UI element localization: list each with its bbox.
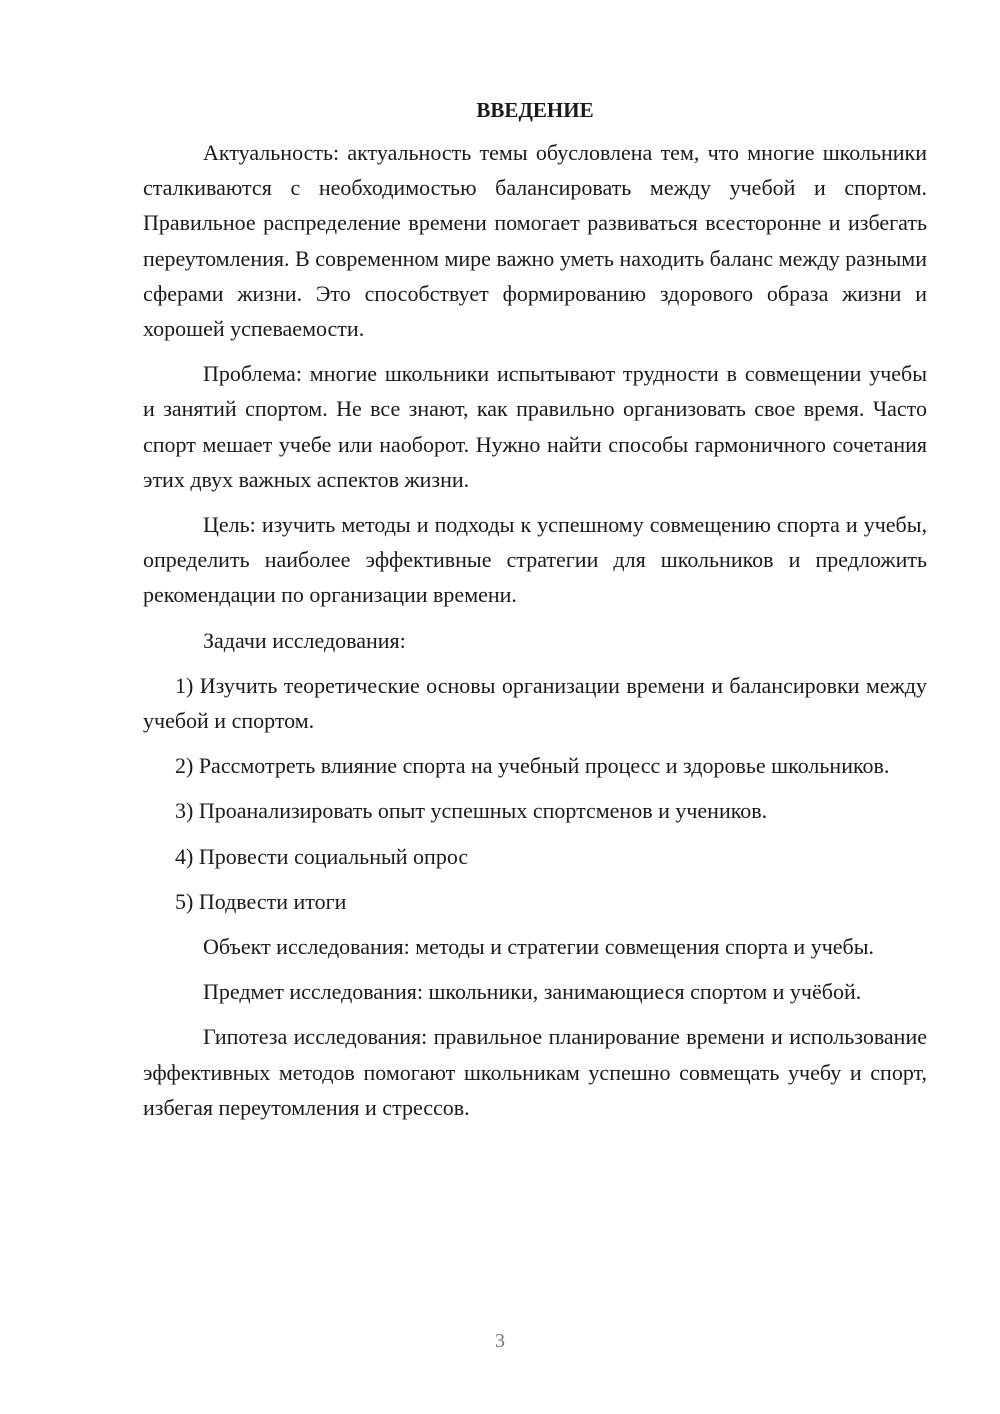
paragraph-goal: Цель: изучить методы и подходы к успешному совмещению спорта и учебы, определить наиболее эффективные стратегии для школьников и предложить рекомендации по организации времени. [143, 512, 927, 608]
task-item-1: 1) Изучить теоретические основы организации времени и балансировки между учебой и спортом. [143, 672, 927, 734]
task-item-4: 4) Провести социальный опрос [175, 843, 469, 869]
task-item-3: 3) Проанализировать опыт успешных спортсменов и учеников. [175, 798, 768, 824]
task-item-5: 5) Подвести итоги [175, 888, 347, 914]
paragraph-problem: Проблема: многие школьники испытывают трудности в совмещении учебы и занятий спортом. Не все знают, как правильно организовать свое время. Часто спорт мешает учебе или наоборот. Нужно найти способы гармоничного сочетания этих двух важных аспектов жизни. [143, 361, 927, 492]
page-title: ВВЕДЕНИЕ [476, 98, 594, 122]
document-page [143, 90, 927, 1135]
tasks-heading: Задачи исследования: [203, 627, 406, 653]
page-number: 3 [495, 1330, 505, 1352]
task-item-2: 2) Рассмотреть влияние спорта на учебный процесс и здоровье школьников. [175, 753, 890, 779]
paragraph-relevance: Актуальность: актуальность темы обусловлена тем, что многие школьники сталкиваются с необходимостью балансировать между учебой и спортом. Правильное распределение времени помогает развиваться всесторонне и избегать переутомления. В современном мире важно уметь находить баланс между разными сферами жизни. Это способствует формированию здорового образа жизни и хорошей успеваемости. [143, 140, 927, 342]
paragraph-object: Объект исследования: методы и стратегии совмещения спорта и учебы. [203, 934, 874, 960]
paragraph-hypothesis: Гипотеза исследования: правильное планирование времени и использование эффективных методов помогают школьникам успешно совмещать учебу и спорт, избегая переутомления и стрессов. [143, 1024, 927, 1120]
paragraph-subject: Предмет исследования: школьники, занимающиеся спортом и учёбой. [203, 979, 862, 1005]
